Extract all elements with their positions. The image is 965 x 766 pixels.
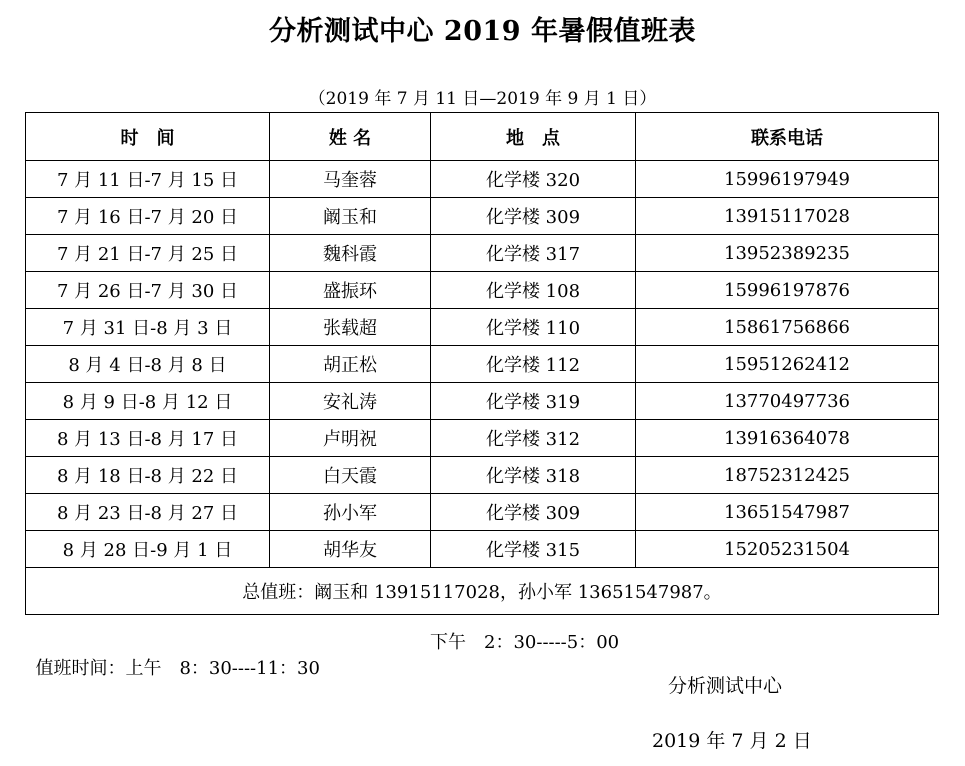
cell-name: 盛振环 [270, 272, 431, 309]
header-time: 时 间 [26, 113, 270, 161]
cell-location: 化学楼 309 [431, 494, 636, 531]
table-row [26, 457, 939, 494]
cell-phone: 15996197876 [636, 272, 939, 309]
cell-phone: 13952389235 [636, 235, 939, 272]
cell-time: 7 月 16 日-7 月 20 日 [26, 198, 270, 235]
cell-time: 7 月 21 日-7 月 25 日 [26, 235, 270, 272]
cell-name: 张载超 [270, 309, 431, 346]
cell-time: 8 月 9 日-8 月 12 日 [26, 383, 270, 420]
cell-name: 魏科霞 [270, 235, 431, 272]
table-row [26, 346, 939, 383]
cell-time: 8 月 13 日-8 月 17 日 [26, 420, 270, 457]
duty-hours-am: 值班时间：上午 8：30----11：30 [35, 658, 320, 679]
table-row [26, 161, 939, 198]
table-row [26, 494, 939, 531]
cell-location: 化学楼 309 [431, 198, 636, 235]
cell-location: 化学楼 320 [431, 161, 636, 198]
cell-phone: 15951262412 [636, 346, 939, 383]
table-row [26, 420, 939, 457]
cell-phone: 13915117028 [636, 198, 939, 235]
header-location: 地 点 [431, 113, 636, 161]
cell-name: 马奎蓉 [270, 161, 431, 198]
duty-hours-pm: 下午 2：30-----5：00 [430, 632, 620, 653]
cell-name: 孙小军 [270, 494, 431, 531]
cell-location: 化学楼 318 [431, 457, 636, 494]
duty-hours [24, 630, 620, 708]
cell-name: 阚玉和 [270, 198, 431, 235]
duty-roster-table [25, 112, 939, 615]
cell-location: 化学楼 110 [431, 309, 636, 346]
signature-organization: 分析测试中心 [668, 675, 783, 697]
cell-time: 8 月 4 日-8 月 8 日 [26, 346, 270, 383]
cell-location: 化学楼 315 [431, 531, 636, 568]
cell-name: 胡华友 [270, 531, 431, 568]
table-row [26, 198, 939, 235]
header-name: 姓 名 [270, 113, 431, 161]
cell-phone: 15861756866 [636, 309, 939, 346]
cell-name: 安礼涛 [270, 383, 431, 420]
cell-phone: 15205231504 [636, 531, 939, 568]
cell-name: 卢明祝 [270, 420, 431, 457]
cell-time: 7 月 31 日-8 月 3 日 [26, 309, 270, 346]
cell-phone: 13651547987 [636, 494, 939, 531]
cell-name: 白天霞 [270, 457, 431, 494]
total-duty-cell: 总值班：阚玉和 13915117028，孙小军 13651547987。 [26, 568, 939, 615]
cell-name: 胡正松 [270, 346, 431, 383]
cell-location: 化学楼 112 [431, 346, 636, 383]
table-row [26, 309, 939, 346]
date-range-subtitle: （2019 年 7 月 11 日—2019 年 9 月 1 日） [308, 89, 657, 109]
cell-phone: 15996197949 [636, 161, 939, 198]
cell-time: 8 月 28 日-9 月 1 日 [26, 531, 270, 568]
total-duty-row [26, 568, 939, 615]
signature-date: 2019 年 7 月 2 日 [652, 730, 812, 752]
table-row [26, 383, 939, 420]
table-row [26, 235, 939, 272]
cell-phone: 13770497736 [636, 383, 939, 420]
cell-time: 8 月 18 日-8 月 22 日 [26, 457, 270, 494]
cell-location: 化学楼 319 [431, 383, 636, 420]
table-row [26, 272, 939, 309]
cell-location: 化学楼 108 [431, 272, 636, 309]
header-phone: 联系电话 [636, 113, 939, 161]
table-header-row [26, 113, 939, 161]
table-row [26, 531, 939, 568]
cell-phone: 13916364078 [636, 420, 939, 457]
cell-location: 化学楼 312 [431, 420, 636, 457]
cell-time: 8 月 23 日-8 月 27 日 [26, 494, 270, 531]
document-title: 分析测试中心 2019 年暑假值班表 [269, 16, 696, 47]
cell-time: 7 月 11 日-7 月 15 日 [26, 161, 270, 198]
cell-phone: 18752312425 [636, 457, 939, 494]
cell-location: 化学楼 317 [431, 235, 636, 272]
cell-time: 7 月 26 日-7 月 30 日 [26, 272, 270, 309]
